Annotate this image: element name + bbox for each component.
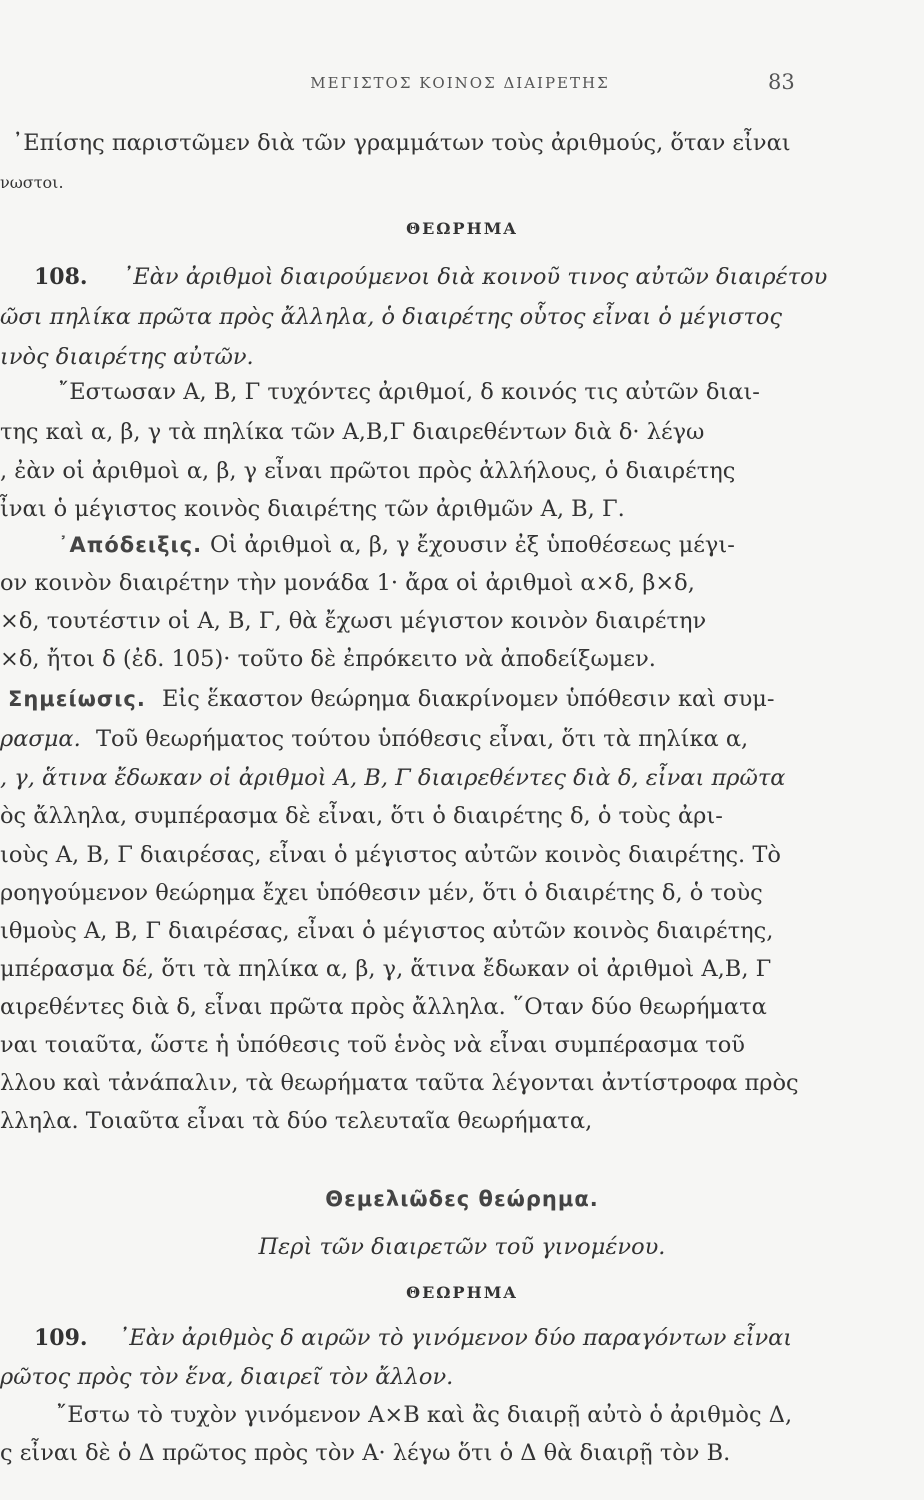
theorem-heading: ΘΕΩΡΗΜΑ <box>406 219 518 238</box>
text-line: Τοῦ θεωρήματος τούτου ὑπόθεσις εἶναι, ὅτι τὰ πηλίκα α, <box>96 726 749 752</box>
text-line: ιθμοὺς Α, Β, Γ διαιρέσας, εἶναι ὁ μέγιστος αὐτῶν κοινὸς διαιρέτης, <box>0 918 774 944</box>
text-line: ᾽Επίσης παριστῶμεν διὰ τῶν γραμμάτων τοὺς ἀριθμούς, ὅταν εἶναι <box>12 130 791 156</box>
text-line: ᾽Εὰν ἀριθμὸς δ αιρῶν τὸ γινόμενον δύο παραγόντων εἶναι <box>118 1325 793 1351</box>
section-subheading: Περὶ τῶν διαιρετῶν τοῦ γινομένου. <box>258 1234 666 1260</box>
text-line: ῶσι πηλίκα πρῶτα πρὸς ἄλληλα, ὁ διαιρέτης οὗτος εἶναι ὁ μέγιστος <box>0 304 782 330</box>
text-line: ρῶτος πρὸς τὸν ἕνα, διαιρεῖ τὸν ἄλλον. <box>0 1364 454 1390</box>
text-line: Εἰς ἕκαστον θεώρημα διακρίνομεν ὑπόθεσιν καὶ συμ- <box>162 686 775 712</box>
section-heading: Θεμελιῶδες θεώρημα. <box>325 1187 599 1211</box>
text-line: ἶναι ὁ μέγιστος κοινὸς διαιρέτης τῶν ἀριθμῶν Α, Β, Γ. <box>0 496 625 522</box>
page-number: 83 <box>768 70 795 94</box>
text-line: ιοὺς Α, Β, Γ διαιρέσας, εἶναι ὁ μέγιστος αὐτῶν κοινὸς διαιρέτης. Τὸ <box>0 842 781 868</box>
section-number: 108. <box>34 264 88 290</box>
text-line: μπέρασμα δέ, ὅτι τὰ πηλίκα α, β, γ, ἅτινα ἔδωκαν οἱ ἀριθμοὶ Α,Β, Γ <box>0 956 772 982</box>
text-line: ῎Εστω τὸ τυχὸν γινόμενον Α×Β καὶ ἂς διαιρῇ αὐτὸ ὁ ἀριθμὸς Δ, <box>56 1402 793 1428</box>
running-head: ΜΕΓΙΣΤΟΣ ΚΟΙΝΟΣ ΔΙΑΙΡΕΤΗΣ <box>310 74 610 92</box>
text-line: της καὶ α, β, γ τὰ πηλίκα τῶν Α,Β,Γ διαιρεθέντων διὰ δ· λέγω <box>0 419 705 445</box>
text-line: , γ, ἅτινα ἔδωκαν οἱ ἀριθμοὶ Α, Β, Γ διαιρεθέντες διὰ δ, εἶναι πρῶτα <box>0 765 786 791</box>
text-line: αιρεθέντες διὰ δ, εἶναι πρῶτα πρὸς ἄλληλα. ῞Οταν δύο θεωρήματα <box>0 994 767 1020</box>
text-line: ×δ, ἤτοι δ (ἐδ. 105)· τοῦτο δὲ ἐπρόκειτο νὰ ἀποδείξωμεν. <box>0 646 656 672</box>
text-line: ρασμα. <box>0 726 81 752</box>
text-line: ναι τοιαῦτα, ὥστε ἡ ὑπόθεσις τοῦ ἑνὸς νὰ εἶναι συμπέρασμα τοῦ <box>0 1032 745 1058</box>
section-number: 109. <box>34 1325 88 1351</box>
text-line: ινὸς διαιρέτης αὐτῶν. <box>0 344 254 370</box>
text-line: ᾽Εὰν ἀριθμοὶ διαιρούμενοι διὰ κοινοῦ τινος αὐτῶν διαιρέτου <box>122 264 828 290</box>
text-line: ὸς ἄλληλα, συμπέρασμα δὲ εἶναι, ὅτι ὁ διαιρέτης δ, ὁ τοὺς ἀρι- <box>0 803 723 829</box>
note-label: Σημείωσις. <box>8 687 146 711</box>
text-line: ροηγούμενον θεώρημα ἔχει ὑπόθεσιν μέν, ὅτι ὁ διαιρέτης δ, ὁ τοὺς <box>0 880 763 906</box>
text-line: Οἱ ἀριθμοὶ α, β, γ ἔχουσιν ἐξ ὑποθέσεως μέγι- <box>210 532 735 558</box>
text-line: ῎Εστωσαν Α, Β, Γ τυχόντες ἀριθμοί, δ κοινός τις αὐτῶν διαι- <box>58 379 760 405</box>
text-line: ×δ, τουτέστιν οἱ Α, Β, Γ, θὰ ἔχωσι μέγιστον κοινὸν διαιρέτην <box>0 608 707 634</box>
theorem-heading: ΘΕΩΡΗΜΑ <box>406 1283 518 1302</box>
text-line: ς εἶναι δὲ ὁ Δ πρῶτος πρὸς τὸν Α· λέγω ὅτι ὁ Δ θὰ διαιρῇ τὸν Β. <box>0 1440 731 1466</box>
text-line: λλου καὶ τἀνάπαλιν, τὰ θεωρήματα ταῦτα λέγονται ἀντίστροφα πρὸς <box>0 1070 799 1096</box>
text-line: νωστοι. <box>0 173 64 192</box>
text-line: ον κοινὸν διαιρέτην τὴν μονάδα 1· ἄρα οἱ ἀριθμοὶ α×δ, β×δ, <box>0 570 695 596</box>
proof-label: ᾽Απόδειξις. <box>58 533 203 557</box>
text-line: λληλα. Τοιαῦτα εἶναι τὰ δύο τελευταῖα θεωρήματα, <box>0 1108 593 1134</box>
text-line: , ἐὰν οἱ ἀριθμοὶ α, β, γ εἶναι πρῶτοι πρὸς ἀλλήλους, ὁ διαιρέτης <box>0 458 736 484</box>
